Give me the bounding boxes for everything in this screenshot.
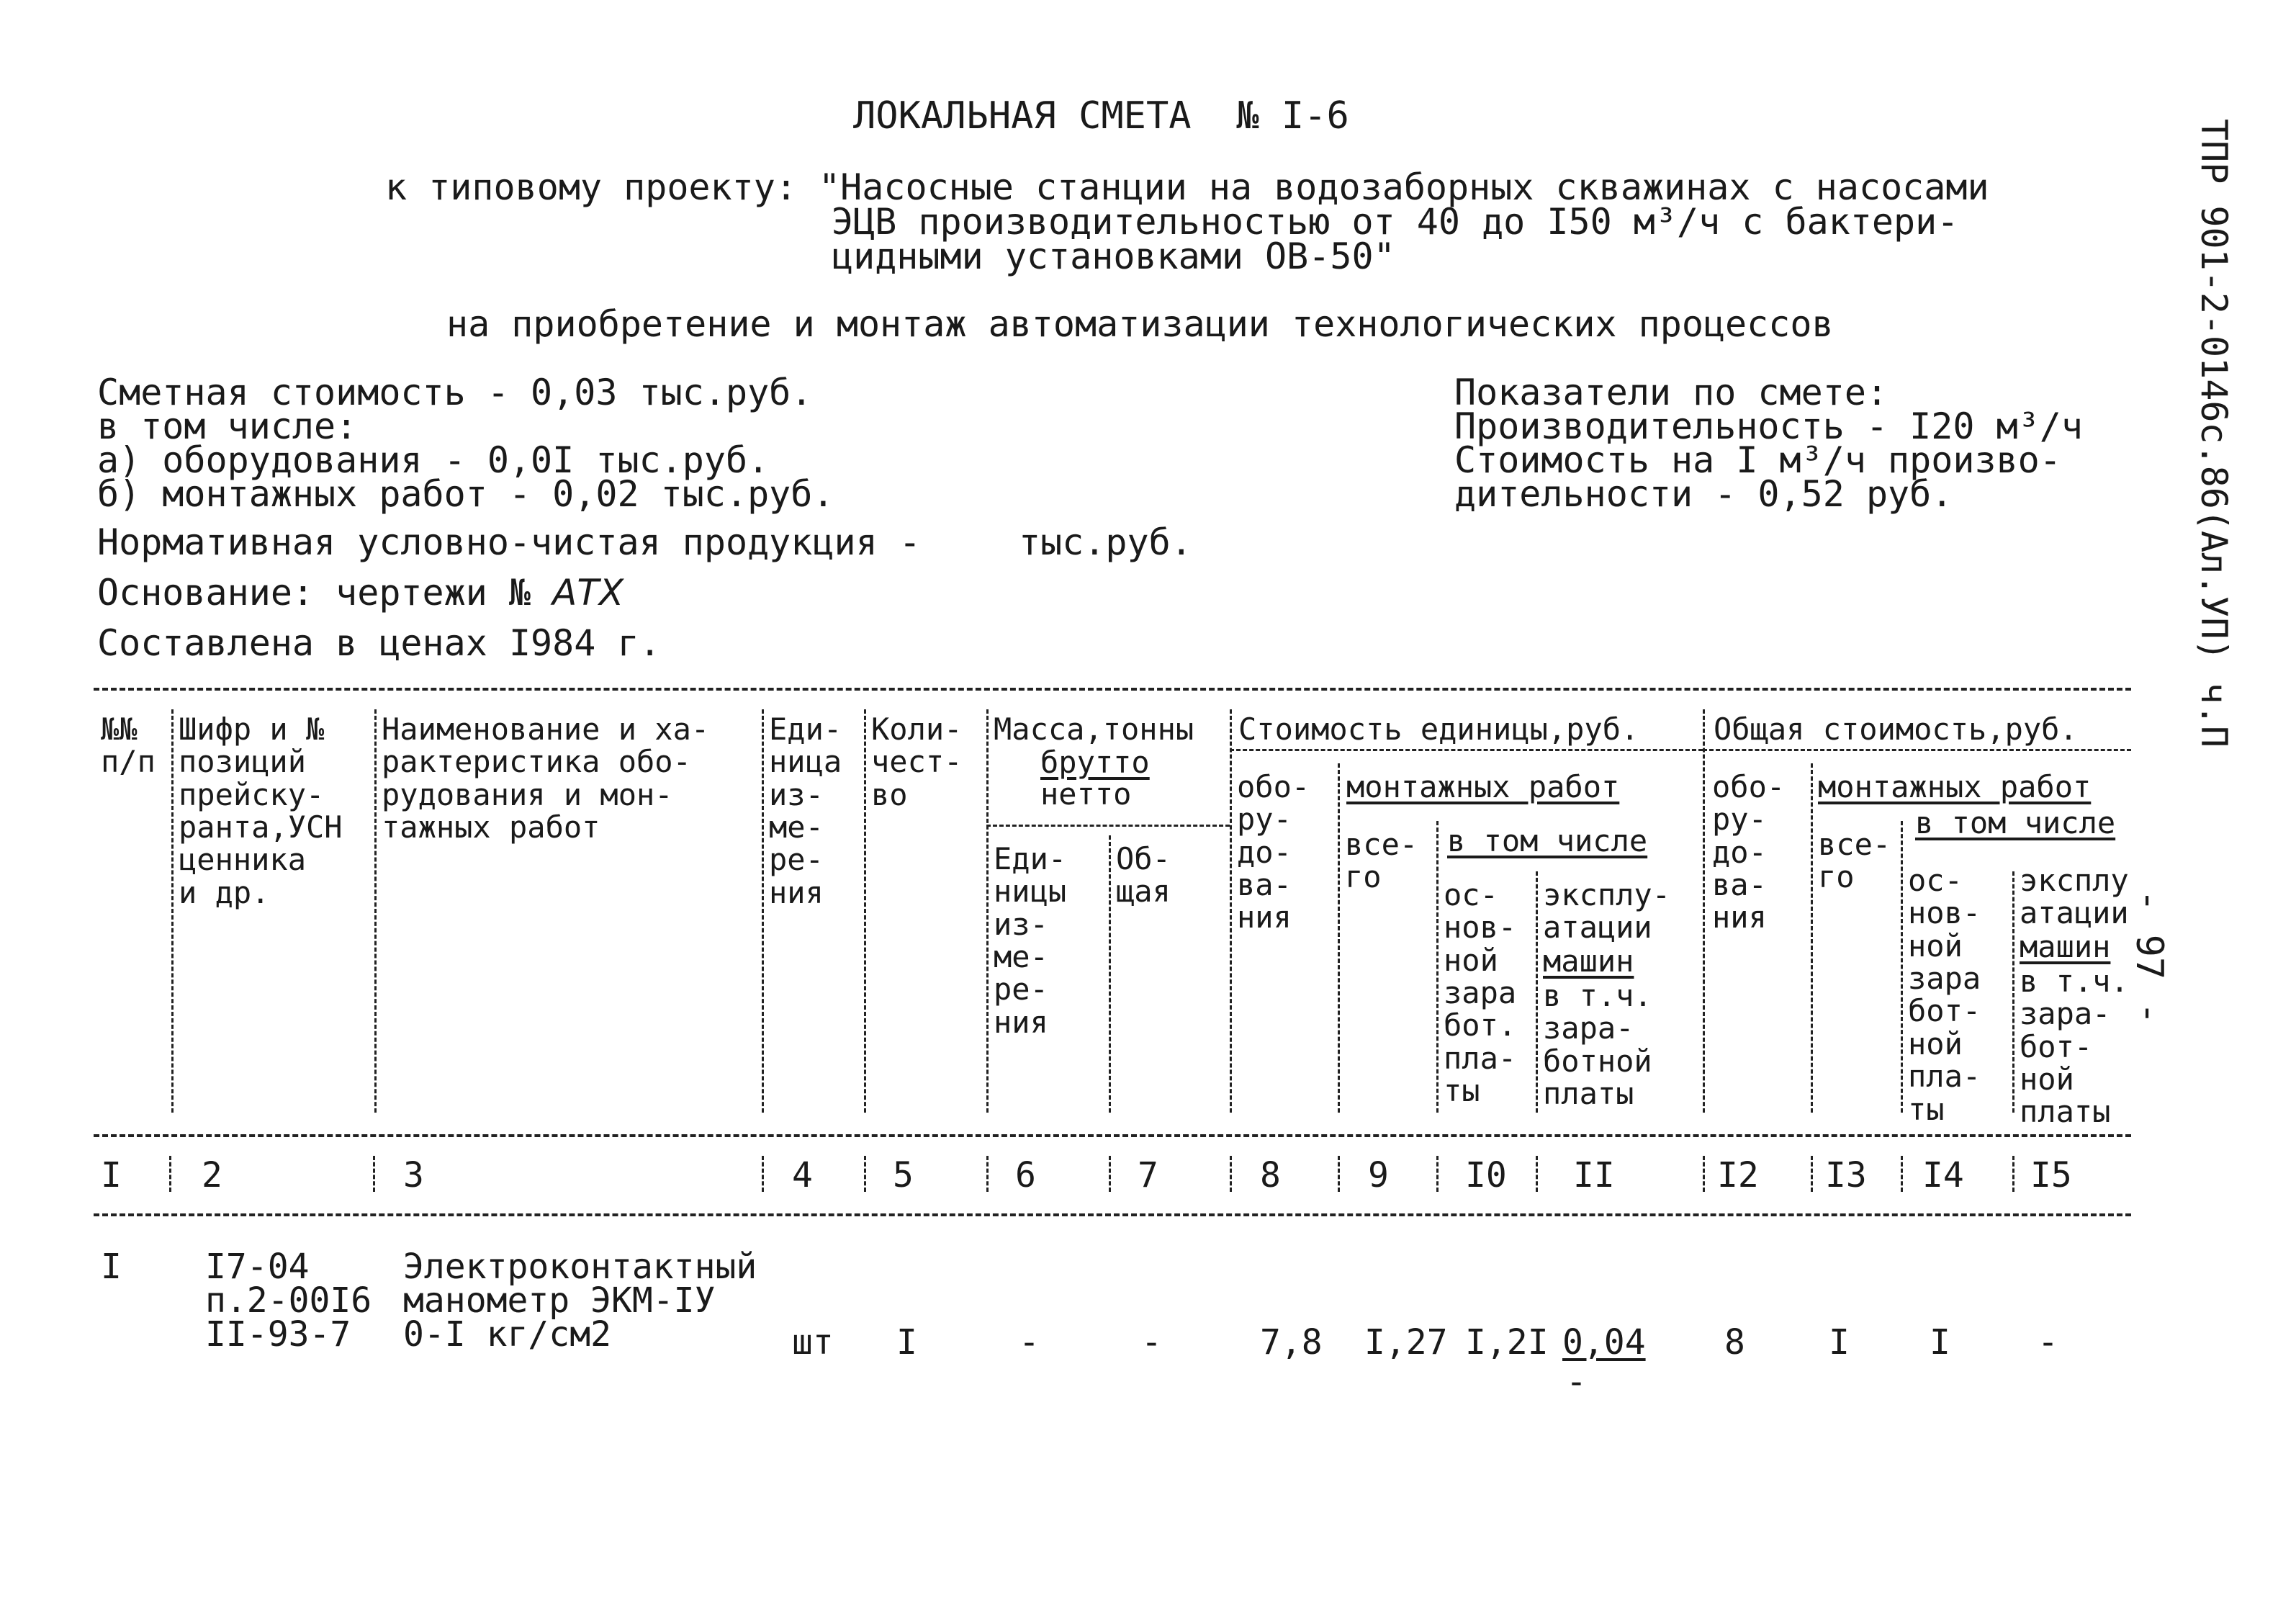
row-mount-mach-wage: -: [1566, 1362, 1587, 1402]
col-11-header-c: в т.ч. зара- ботной платы: [1543, 978, 1652, 1112]
num-sep-11: [1703, 1156, 1705, 1192]
col-9-header: все- го: [1345, 827, 1418, 895]
col-sep-7: [1230, 709, 1232, 1113]
col-12-header: обо- ру- до- ва- ния: [1712, 769, 1786, 935]
basis-label: Основание: чертежи №: [97, 572, 553, 614]
project-line-3: цидными установками ОВ-50": [832, 235, 1395, 277]
num-sep-6: [1109, 1156, 1111, 1192]
col-sep-12: [1811, 763, 1813, 1113]
unit-cost-header: Стоимость единицы,руб.: [1238, 712, 1639, 747]
num-sep-10: [1536, 1156, 1538, 1192]
row-mount-base: I,2I: [1465, 1322, 1549, 1363]
col-14-header: ос- нов- ной зара бот- ной пла- ты: [1908, 863, 1981, 1127]
col-2-header: Шифр и № позиций прейску- ранта,УСН ценника и др.: [179, 712, 343, 910]
colnum-13: I3: [1825, 1155, 1867, 1195]
basis-line: [97, 572, 624, 614]
col-sep-6: [1109, 835, 1111, 1113]
cost-per-unit-1: Стоимость на I м³/ч произво-: [1454, 439, 2061, 481]
num-sep-9: [1436, 1156, 1439, 1192]
mass-brutto: брутто: [1040, 745, 1150, 780]
colnum-4: 4: [792, 1155, 813, 1195]
num-sep-4: [864, 1156, 866, 1192]
row-mass-unit: -: [1019, 1322, 1040, 1363]
mass-header: Масса,тонны: [994, 712, 1194, 747]
total-cost-header: Общая стоимость,руб.: [1714, 712, 2078, 747]
colnum-10: I0: [1465, 1155, 1507, 1195]
col-sep-13: [1901, 821, 1903, 1113]
col-13-header: все- го: [1818, 827, 1891, 895]
incl-header-2: в том числе: [1915, 805, 2116, 840]
colnum-9: 9: [1368, 1155, 1389, 1195]
mass-netto: нетто: [1040, 776, 1132, 812]
colnum-2: 2: [202, 1155, 222, 1195]
num-sep-7: [1230, 1156, 1232, 1192]
row-qty: I: [896, 1322, 917, 1363]
colnum-5: 5: [893, 1155, 914, 1195]
colnum-15: I5: [2030, 1155, 2072, 1195]
row-mass-total: -: [1141, 1322, 1162, 1363]
num-sep-5: [986, 1156, 989, 1192]
project-line-2: ЭЦВ производительностью от 40 до I50 м³/ч с бактери-: [832, 201, 1959, 243]
col-4-header: Еди- ница из- ме- ре- ния: [769, 712, 842, 910]
page-number: - 97 -: [2128, 889, 2171, 1025]
row-total-mount: I: [1829, 1322, 1850, 1363]
capacity-indicator: Производительность - I20 м³/ч: [1454, 405, 2083, 447]
col-7-header: Об- щая: [1116, 841, 1171, 910]
incl-header: в том числе: [1447, 823, 1648, 858]
col-sep-4: [864, 709, 866, 1113]
row-code-3: II-93-7: [205, 1314, 351, 1355]
col-15-header-a: эксплу атации: [2020, 863, 2129, 931]
row-mount-mach: 0,04: [1562, 1322, 1646, 1363]
row-code-2: п.2-00I6: [205, 1280, 372, 1321]
col-sep-1: [171, 709, 174, 1113]
col-sep-10: [1536, 871, 1538, 1113]
col-sep-8: [1338, 763, 1340, 1113]
col-5-header: Коли- чест- во: [871, 712, 963, 812]
col-6-header: Еди- ницы из- ме- ре- ния: [994, 841, 1067, 1040]
basis-handwritten: АТХ: [552, 572, 624, 614]
num-sep-2: [373, 1156, 375, 1192]
mass-sub-rule: [986, 825, 1230, 827]
row-code-1: I7-04: [205, 1247, 310, 1287]
row-name-2: манометр ЭКМ-IУ: [403, 1280, 716, 1321]
col-11-header-a: эксплу- атации: [1543, 877, 1671, 946]
row-total-equip: 8: [1724, 1322, 1745, 1363]
col-sep-11: [1703, 709, 1705, 1113]
colnum-8: 8: [1260, 1155, 1281, 1195]
total-cost: Сметная стоимость - 0,03 тыс.руб.: [97, 372, 813, 413]
col-1-header: №№ п/п: [101, 712, 156, 780]
side-designation: ТПР 901-2-0146с.86(Ал.УП) ч.П: [2193, 119, 2235, 748]
mount-header: монтажных работ: [1346, 769, 1620, 804]
indicators-heading: Показатели по смете:: [1454, 372, 1888, 413]
colnum-11: II: [1573, 1155, 1615, 1195]
col-15-header-c: в т.ч. зара- бот- ной платы: [2020, 964, 2129, 1130]
col-10-header: ос- нов- ной зара бот. пла- ты: [1444, 877, 1517, 1109]
num-sep-14: [2012, 1156, 2014, 1192]
row-number: I: [101, 1247, 122, 1287]
col-sep-5: [986, 709, 989, 1113]
num-sep-3: [762, 1156, 764, 1192]
col-sep-2: [374, 709, 377, 1113]
row-name-3: 0-I кг/см2: [403, 1314, 611, 1355]
cost-per-unit-2: дительности - 0,52 руб.: [1454, 473, 1953, 515]
row-total-base: I: [1930, 1322, 1950, 1363]
normative-unit: тыс.руб.: [1019, 521, 1192, 563]
colnum-1: I: [101, 1155, 122, 1195]
col-sep-3: [762, 709, 764, 1113]
colnum-6: 6: [1015, 1155, 1036, 1195]
row-mount-total: I,27: [1364, 1322, 1448, 1363]
col-11-header-b: машин: [1543, 943, 1634, 979]
row-equip-cost: 7,8: [1260, 1322, 1323, 1363]
unitcost-sub-rule: [1230, 749, 1703, 751]
prices-line: Составлена в ценах I984 г.: [97, 622, 661, 664]
table-top-rule: [94, 688, 2131, 691]
col-sep-9: [1436, 821, 1439, 1113]
document-title: ЛОКАЛЬНАЯ СМЕТА № I-6: [853, 94, 1349, 138]
equipment-cost: а) оборудования - 0,0I тыс.руб.: [97, 439, 770, 481]
colnum-7: 7: [1138, 1155, 1158, 1195]
num-sep-13: [1901, 1156, 1903, 1192]
row-unit: шт: [792, 1322, 834, 1363]
normative-line: Нормативная условно-чистая продукция -: [97, 521, 921, 563]
colnum-14: I4: [1922, 1155, 1964, 1195]
num-sep-12: [1811, 1156, 1813, 1192]
row-name-1: Электроконтактный: [403, 1247, 757, 1287]
colnum-12: I2: [1717, 1155, 1759, 1195]
colnum-bottom-rule: [94, 1213, 2131, 1216]
purpose-line: на приобретение и монтаж автоматизации технологических процессов: [446, 303, 1834, 345]
col-8-header: обо- ру- до- ва- ния: [1237, 769, 1310, 935]
totalcost-sub-rule: [1703, 749, 2131, 751]
row-total-mach: -: [2038, 1322, 2058, 1363]
num-sep-1: [169, 1156, 171, 1192]
colnum-3: 3: [403, 1155, 424, 1195]
col-sep-14: [2012, 871, 2014, 1113]
mount-header-2: монтажных работ: [1818, 769, 2092, 804]
header-bottom-rule: [94, 1134, 2131, 1137]
col-3-header: Наименование и ха- рактеристика обо- рудования и мон- тажных работ: [382, 712, 710, 845]
including-label: в том числе:: [97, 405, 358, 447]
num-sep-8: [1338, 1156, 1340, 1192]
installation-cost: б) монтажных работ - 0,02 тыс.руб.: [97, 473, 834, 515]
col-15-header-b: машин: [2020, 929, 2111, 964]
project-line-1: к типовому проекту: "Насосные станции на водозаборных скважинах с насосами: [385, 166, 1989, 208]
